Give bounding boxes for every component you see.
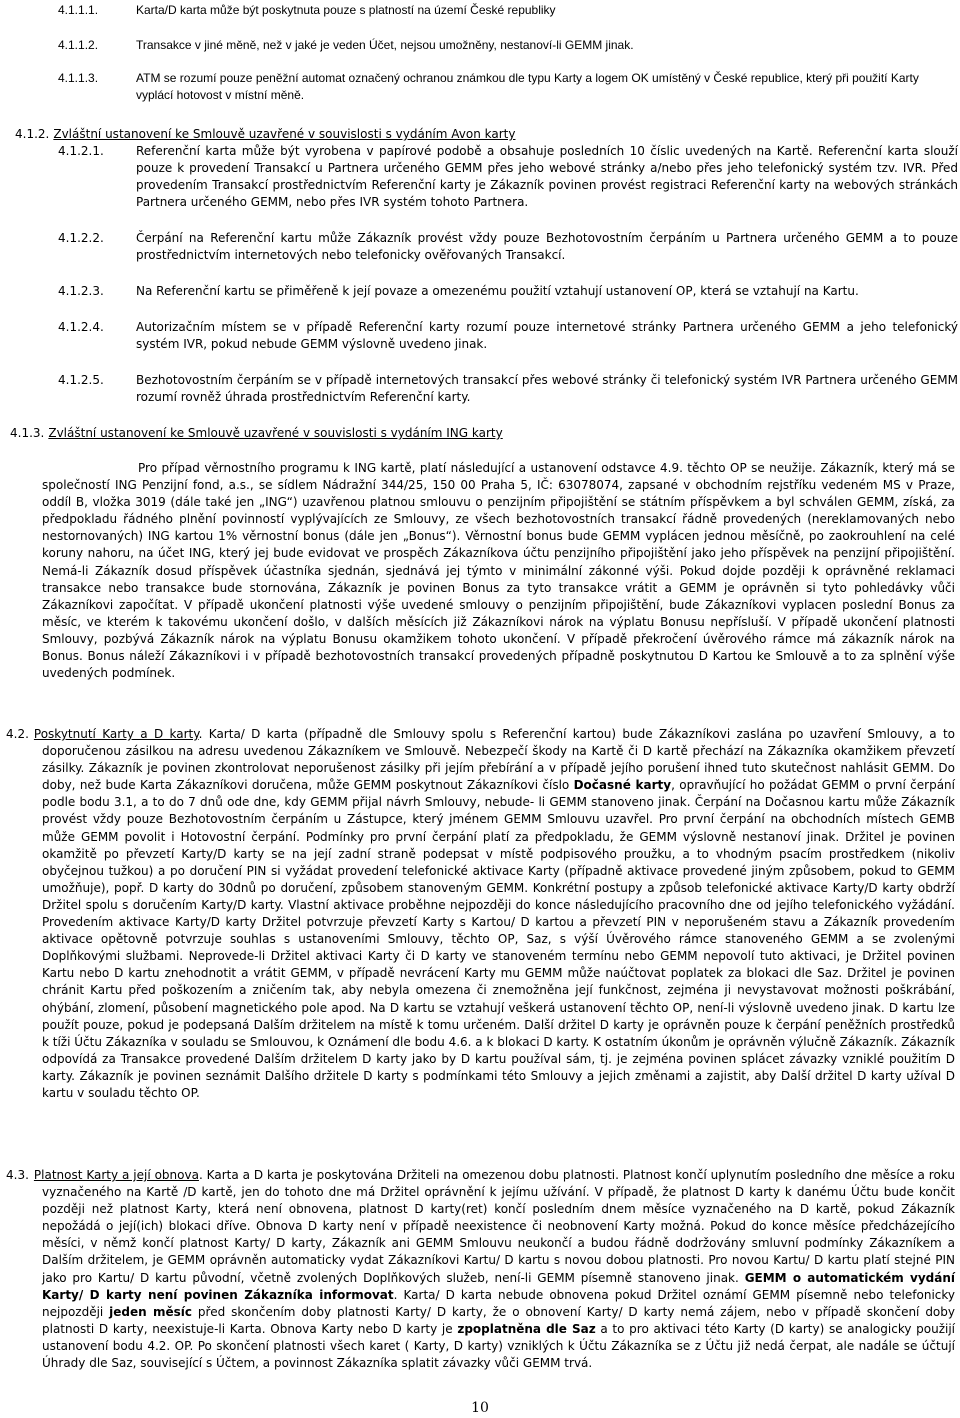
section-title: Platnost Karty a její obnova: [33, 1168, 199, 1182]
emphasis-text: zpoplatněna dle Saz: [457, 1321, 596, 1336]
clause-number: 4.1.2.1.: [58, 144, 104, 158]
clause-number: 4.1.2.3.: [58, 284, 104, 298]
clause-4-1-2-5: [58, 372, 958, 406]
clause-number: 4.1.2.4.: [58, 320, 104, 334]
clause-text: ATM se rozumí pouze peněžní automat označený ochranou známkou dle typu Karty a logem OK umístěný v České republice, který při použití Karty vyplácí hotovost v místní měně.: [136, 71, 919, 102]
paragraph-text: . Karta/ D karta nebude obnovena pokud Držitel oznámí GEMM písemně nebo telefonicky nejpozději: [42, 1287, 955, 1319]
clause-text: Čerpání na Referenční kartu může Zákazník provést vždy pouze Bezhotovostním čerpáním u Partnera určeného GEMM a to pouze prostřednictvím internetových nebo telefonicky ověřovaných Transakcí.: [136, 231, 958, 262]
section-number: 4.1.3.: [10, 426, 45, 440]
clause-text: Transakce v jiné měně, než v jaké je veden Účet, nejsou umožněny, nestanoví-li GEMM jinak.: [136, 38, 634, 52]
clause-number: 4.1.1.1.: [58, 3, 99, 17]
paragraph-text: a to pro aktivaci této Karty (D karty) se analogicky použijí ustanovení bodu 4.2. OP. Po skončení platnosti všech karet ( Karty, D karty) vzniklých k Účtu Zákazníka se z Účtu již nedá čerpat, ale nadále se účtují Úhrady dle Saz, související s Účtem, a povinnost Zákazníka splatit závazky vůči GEMM trvá.: [42, 1321, 955, 1371]
clause-4-1-2-3: [58, 283, 958, 300]
paragraph-text: . Karta/ D karta (případně dle Smlouvy spolu s Referenční kartou) bude Zákazníkovi zaslána po uzavření Smlouvy, a to doporučenou zásilkou na adresu uvedenou Zákazníkem ve Smlouvě. Nebezpečí škody na Kartě či D kartě přechází na Zákazníka okamžikem převzetí zásilky. Zákazník je povinen zkontrolovat neporušenost zásilky při jejím přebírání a v případě jejího porušení ihned tuto skutečnost nahlásit GEMM. Do doby, než bude Karta Zákazníkovi doručena, může GEMM poskytnout Zákazníkovi číslo: [42, 727, 955, 793]
section-title: Zvláštní ustanovení ke Smlouvě uzavřené v souvislosti s vydáním ING karty: [48, 426, 503, 440]
clause-text: Karta/D karta může být poskytnuta pouze s platností na území České republiky: [136, 3, 556, 17]
paragraph-text: . Karta a D karta je poskytována Držiteli na omezenou dobu platnosti. Platnost končí uplynutím posledního dne měsíce a roku vyznačeného na Kartě /D kartě, jen do tohoto dne má Držitel oprávnění k jejímu užívání. V případě, že platnost D karty k danému Účtu bude končit později než platnost Karty, která není obnovena, platnost D karty(ret) končí posledním dnem měsíce vyznačeného na D kartě, pokud Zákazník nepožádá o její(ich) blokaci dříve. Obnova D karty není v případě neexistence či neobnovení Karty možná. Pokud do konce měsíce předcházejícího měsíci, v němž končí platnost Karty/ D karty, Zákazník ani GEMM Smlouvu neukončí a budou řádně dodržovány smluvní podmínky Zákazníkem a Dalším držitelem, je GEMM oprávněn automaticky vydat Zákazníkovi Kartu/ D kartu s novou dobou platnosti. Pro novou Kartu/ D kartu platí stejné PIN jako pro Kartu/ D kartu původní, včetně zvolených Doplňkových služeb, není-li GEMM písemně stanoveno jinak.: [42, 1168, 955, 1285]
emphasis-text: Dočasné karty: [573, 778, 672, 793]
section-4-1-3-heading: [10, 425, 930, 442]
clause-4-1-1-3: [58, 70, 958, 104]
paragraph-text: Pro případ věrnostního programu k ING kartě, platí následující a ustanovení odstavce 4.9. těchto OP se neužije. Zákazník, který má se společností ING Penzijní fond, a.s., se sídlem Nádražní 344/25, 150 00 Praha 5, IČ: 63078074, zapsané v obchodním rejstříku vedeném MS v Praze, oddíl B, vložka 3019 (dále také jen „ING“) uzavřenou platnou smlouvu o penzijním připojištění se státním příspěvkem a byl schválen GEMM, získá, za předpokladu řádného plnění povinností vyplývajících ze Smlouvy, ze všech bezhotovostních transakcí řádně provedených (nereklamovaných nebo nestornovaných) ING kartou 1% věrnostní bonus (dále jen „Bonus“). Věrnostní bonus bude GEMM vyplácen jednou měsíčně, po zaokrouhlení na celé koruny nahoru, na účet ING, který jej bude evidovat ve prospěch Zákazníkova účtu penzijního připojištění jako jeho příspěvek na penzijní připojištění. Nemá-li Zákazník dosud příspěvek účastníka sjednán, sjednává jej týmto v minimální zákonné výši. Pokud dojde později k oprávněné reklamaci transakce nebo transakce bude stornována, Zákazník je povinen Bonus za tyto transakce vrátit a GEMM je oprávněn si tyto pohledávky vůči Zákazníkovi započítat. V případě ukončení platnosti výše uvedené smlouvy o penzijním připojištění, bude Zákazníkovi vyplacen poslední Bonus za měsíc, ve kterém k takovému ukončení došlo, v dalších měsících již Zákazníkovi nárok na výplatu Bonusu nepřísluší. V případě ukončení platnosti Smlouvy, pozbývá Zákazník nárok na výplatu Bonusu okamžikem tohoto ukončení. V případě překročení úvěrového rámce má zákazník nárok na Bonus. Bonus náleží Zákazníkovi i v případě bezhotovostních transakcí provedených případně poskytnutou D Kartou ke Smlouvě a to za splnění výše uvedených podmínek.: [42, 461, 955, 681]
emphasis-text: GEMM o automatickém vydání Karty/ D karty není povinen Zákazníka informovat: [42, 1270, 955, 1302]
clause-text: Autorizačním místem se v případě Referenční karty rozumí pouze internetové stránky Partnera určeného GEMM a jeho telefonický systém IVR, pokud nebude GEMM výslovně uvedeno jinak.: [136, 320, 958, 351]
clause-text: Na Referenční kartu se přiměřeně k její povaze a omezenému použití vztahují ustanovení OP, která se vztahují na Kartu.: [136, 284, 859, 298]
section-4-1-2-heading: [15, 126, 935, 143]
clause-number: 4.1.1.3.: [58, 71, 99, 85]
section-title: Zvláštní ustanovení ke Smlouvě uzavřené v souvislosti s vydáním Avon karty: [53, 127, 516, 141]
section-number: 4.1.2.: [15, 127, 50, 141]
emphasis-text: jeden měsíc: [109, 1304, 192, 1319]
section-number: 4.2.: [6, 727, 29, 741]
clause-text: Bezhotovostním čerpáním se v případě internetových transakcí přes webové stránky či telefonický systém IVR Partnera určeného GEMM rozumí rovněž úhrada prostřednictvím Referenční karty.: [136, 373, 958, 404]
section-title: Poskytnutí Karty a D karty: [33, 727, 199, 741]
section-number: 4.3.: [6, 1168, 29, 1182]
clause-4-1-2-4: [58, 319, 958, 353]
section-4-3: [6, 1167, 955, 1372]
clause-4-1-2-2: [58, 230, 958, 264]
clause-number: 4.1.2.2.: [58, 231, 104, 245]
clause-4-1-1-2: [58, 37, 938, 54]
clause-number: 4.1.2.5.: [58, 373, 104, 387]
page-number: 10: [471, 1400, 489, 1416]
clause-4-1-2-1: [58, 143, 958, 211]
section-4-2: [6, 726, 955, 1102]
paragraph-text: před skončením doby platnosti Karty/ D karty, že o obnovení Karty/ D karty nemá zájem, nebo v případě skončení doby platnosti D karty, neexistuje-li Karta. Obnova Karty nebo D karty je: [42, 1304, 955, 1336]
clause-text: Referenční karta může být vyrobena v papírové podobě a obsahuje posledních 10 číslic uvedených na Kartě. Referenční karta slouží pouze k provedení Transakcí u Partnera určeného GEMM přes jeho webové stránky a/nebo přes jeho telefonický systém tzv. IVR. Před provedením Transakcí prostřednictvím Referenční karty je Zákazník povinen provést registraci Referenční karty na webových stránkách Partnera určeného GEMM, nebo přes IVR systém tohoto Partnera.: [136, 144, 958, 209]
paragraph-text: , opravňující ho požádat GEMM o první čerpání podle bodu 3.1, a to do 7 dnů ode dne, kdy GEMM přijal návrh Smlouvy, nebude- li GEMM stanoveno jinak. Čerpání na Dočasnou kartu může Zákazník provést vždy pouze Bezhotovostním čerpáním u Zástupce, který jménem GEMM Smlouvu uzavřel. Pro první čerpání na obchodních místech GEMB může GEMM povolit i Hotovostní čerpání. Podmínky pro první čerpání platí za předpokladu, že GEMM výslovně nestanoví jinak. Držitel je povinen okamžitě po převzetí Karty/D karty se na její zadní straně podepsat v místě podpisového proužku, a to vhodným psacím prostředkem (nikoliv obyčejnou tužkou) a po doručení PIN si vyžádat provedení telefonické aktivace Karty (případně aktivace provedené jiným způsobem, pokud to GEMM umožňuje), popř. D karty do 30dnů po doručení, způsobem stanoveným GEMM. Konkrétní postupy a způsob telefonické aktivace Karty/D karty obdrží Držitel spolu s doručením Karty/D karty. Vlastní aktivace proběhne nejpozději do konce následujícího pracovního dne od jejího telefonického vyžádání. Provedením aktivace Karty/D karty Držitel potvrzuje převzetí Karty s Kartou/ D kartou a převzetí PIN v neporušeném stavu a Zákazník provedením aktivace opětovně potvrzuje souhlas s ustanoveními Smlouvy, těchto OP, Saz, s výší Úvěrového rámce stanoveného GEMM a se zvolenými Doplňkovými službami. Neprovede-li Držitel aktivaci Karty či D karty ve stanoveném termínu nebo GEMM nepovolí tuto aktivaci, je Držitel povinen Kartu nebo D kartu znehodnotit a vrátit GEMM, v případě nevrácení Karty mu GEMM může naúčtovat poplatek za blokaci dle Saz. Držitel je povinen chránit Kartu před poškozením a zničením tak, aby nebyla omezena či znemožněna její funkčnost, zejména ji nevystavovat možnosti poškrábání, ohýbání, zlomení, působení magnetického pole apod. Na D kartu se vztahují veškerá ustanovení těchto OP, není-li výslovně uvedeno jinak. D kartu lze použít pouze, pokud je podepsaná Dalším držitelem na místě k tomu určeném. Další držitel D karty je oprávněn pouze k čerpání peněžních prostředků k tíži Účtu Zákazníka v souladu se Smlouvou, k Oznámení dle bodu 4.6. a k blokaci D karty. K ostatním úkonům je oprávněn výlučně Zákazník. Zákazník odpovídá za Transakce provedené Dalším držitelem D karty jako by D kartu používal sám, tj. je zejména povinen splácet závazky vzniklé použitím D karty. Zákazník je povinen seznámit Dalšího držitele D karty s podmínkami této Smlouvy a jejich změnami a zajistit, aby Další držitel D karty užíval D kartu v souladu těchto OP.: [42, 778, 955, 1100]
clause-number: 4.1.1.2.: [58, 38, 99, 52]
clause-4-1-1-1: [58, 2, 938, 19]
section-4-1-3-body: [42, 460, 955, 682]
